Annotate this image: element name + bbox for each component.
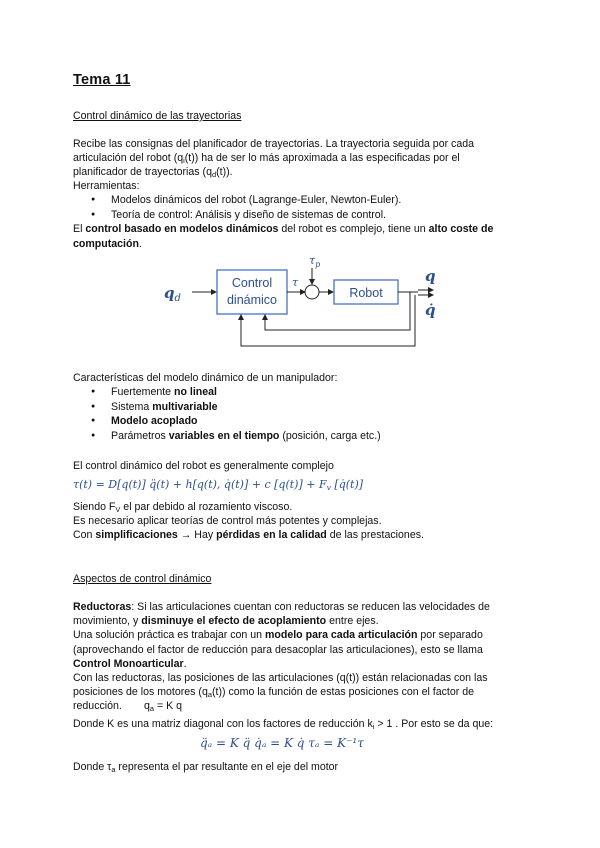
list-item: ● Modelos dinámicos del robot (Lagrange-Euler, Newton-Euler). (73, 193, 401, 208)
paragraph-line: movimiento, y disminuye el efecto de acoplamiento entre ejes. (73, 615, 379, 627)
paragraph-line: Recibe las consignas del planificador de trayectorias. La trayectoria seguida por cada (73, 138, 475, 150)
paragraph-line: Es necesario aplicar teorías de control más potentes y complejas. (73, 515, 382, 527)
control-block-diagram (150, 248, 450, 352)
paragraph-line: Control Monoarticular. (73, 658, 187, 670)
controller-label: dinámico (226, 293, 278, 307)
list-item: ● Teoría de control: Análisis y diseño de sistemas de control. (73, 208, 401, 223)
paragraph-line: El control basado en modelos dinámicos del robot es complejo, tiene un alto coste de (73, 223, 494, 235)
reduction-equations: q̈ₐ = K q̈ q̇ₐ = K q̇ τₐ = K⁻¹τ (200, 736, 364, 750)
features-label: Características del modelo dinámico de un manipulador: (73, 372, 338, 384)
list-item: ● Fuertemente no lineal (73, 385, 381, 400)
paragraph-line: articulación del robot $(q_i(t))$ ha de ser lo más aproximada a las especificadas por el (73, 152, 460, 165)
tools-list (73, 193, 401, 222)
output-qdot-label: q̇ (425, 301, 436, 319)
controller-label: Control (231, 276, 273, 290)
tau-p-label: $\tau_p$ (309, 254, 321, 269)
paragraph-line: posiciones de los motores $(q_a(t))$ como la función de estas posiciones con el factor de (73, 686, 475, 699)
inline-equation: $q_a = K$ q (144, 700, 183, 713)
features-list (73, 385, 381, 443)
paragraph-line: reducción. (73, 700, 122, 712)
paragraph-line: planificador de trayectorias $(q_d(t))$. (73, 166, 233, 179)
list-item: ● Sistema multivariable (73, 400, 381, 415)
tools-label: Herramientas: (73, 180, 140, 192)
paragraph-line: Siendo $F_V$ el par debido al rozamiento viscoso. (73, 501, 293, 514)
paragraph-line: Reductoras: Si las articulaciones cuentan con reductoras se reducen las velocidades de (73, 601, 490, 613)
paragraph-line: Donde K es una matriz diagonal con los factores de reducción $k_i > 1$ . Por esto se da que: (73, 718, 494, 731)
list-item: ● Modelo acoplado (73, 414, 381, 429)
paragraph-line: Con simplificaciones → Hay pérdidas en la calidad de las prestaciones. (73, 529, 424, 541)
dynamic-equation: τ(t) = D[q(t)] q̈(t) + h[q(t), q̇(t)] + c $[q(t)] + F_v$ [q̇(t)] (73, 478, 364, 492)
section-heading-trajectories: Control dinámico de las trayectorias (73, 110, 242, 122)
list-item: ● Parámetros variables en el tiempo (posición, carga etc.) (73, 429, 381, 444)
paragraph-line: Donde $\tau_a$ representa el par resultante en el eje del motor (73, 761, 339, 774)
paragraph-line: (aprovechando el factor de reducción para desacoplar las articulaciones), esto se llama (73, 644, 483, 656)
input-qd-label: $q_d$ (164, 284, 181, 304)
paragraph-line: Una solución práctica es trabajar con un modelo para cada articulación por separado (73, 629, 483, 641)
paragraph-line: Con las reductoras, las posiciones de las articulaciones (q(t)) están relacionadas con las (73, 672, 488, 684)
output-q-label: q (425, 267, 436, 285)
paragraph-line: computación. (73, 238, 142, 250)
robot-label: Robot (349, 286, 383, 300)
tau-label: τ (292, 276, 299, 289)
section-heading-aspects: Aspectos de control dinámico (73, 573, 212, 585)
paragraph-line: El control dinámico del robot es generalmente complejo (73, 460, 334, 472)
summing-junction (305, 285, 319, 299)
page-title: Tema 11 (73, 72, 131, 88)
